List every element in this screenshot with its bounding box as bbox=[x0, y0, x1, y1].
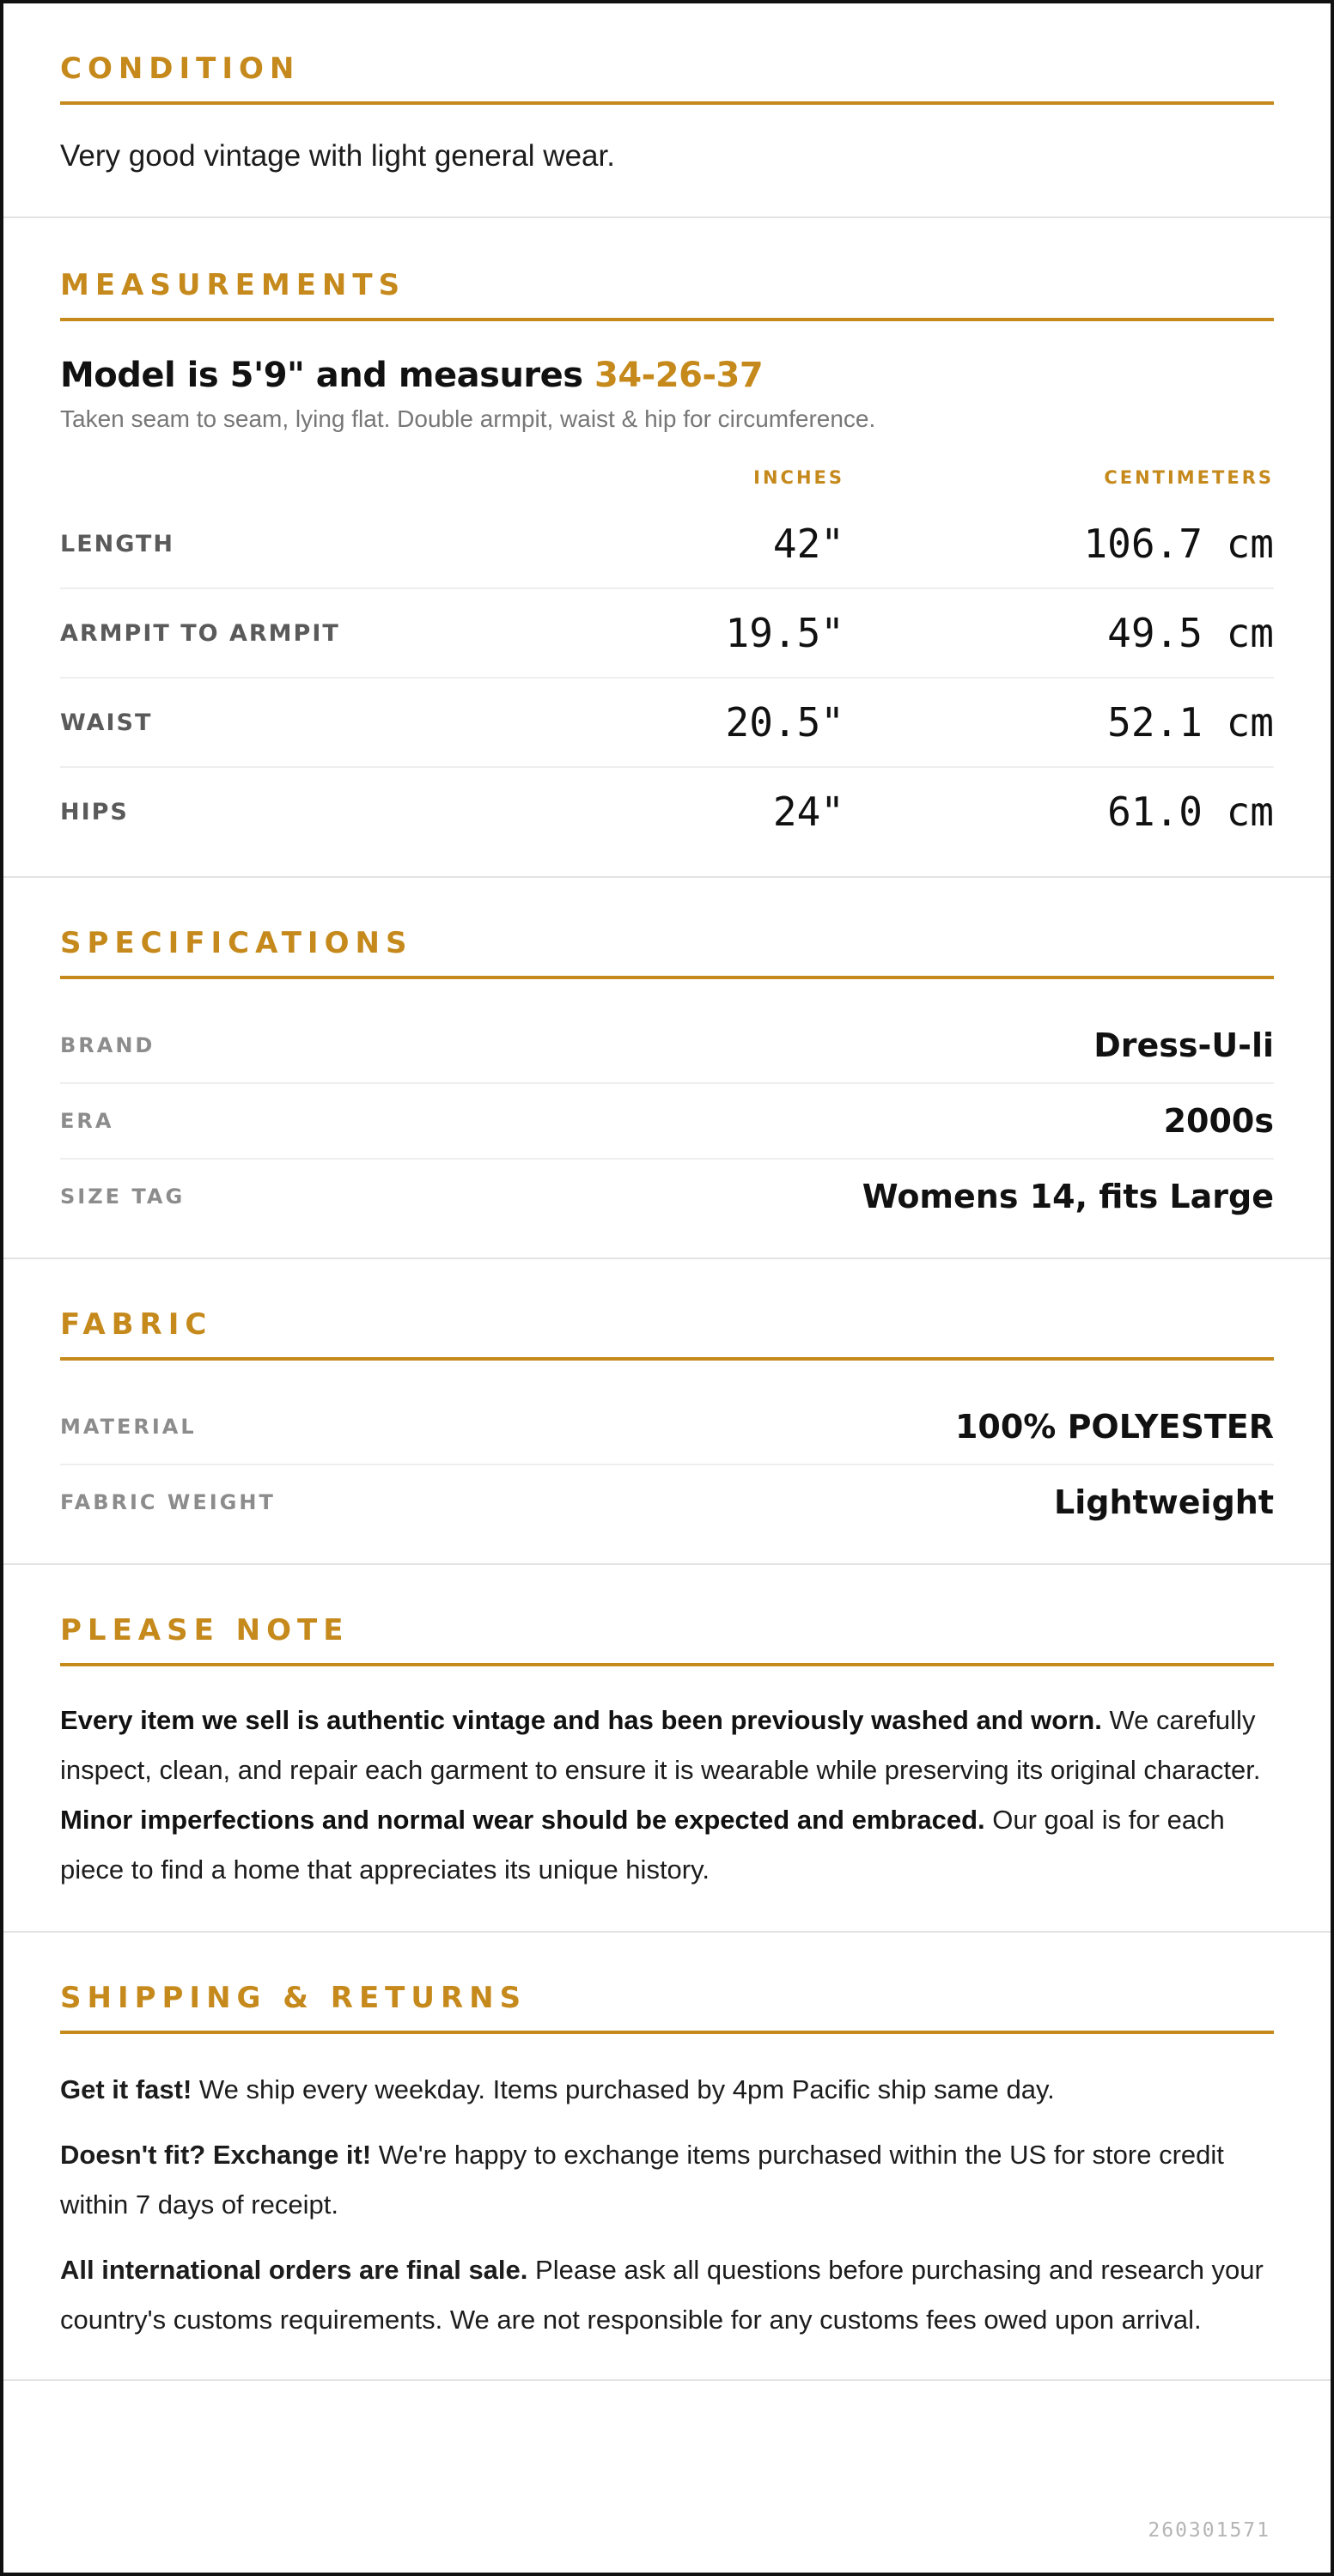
condition-section bbox=[3, 3, 1331, 218]
spec-row-era bbox=[60, 1084, 1274, 1160]
measurement-cm: 61.0 cm bbox=[1107, 789, 1274, 835]
model-measures-value: 34-26-37 bbox=[594, 356, 764, 395]
measurement-row-waist bbox=[60, 679, 1274, 768]
spec-label: FABRIC WEIGHT bbox=[60, 1490, 276, 1514]
specifications-heading: SPECIFICATIONS bbox=[60, 926, 1274, 979]
fabric-list bbox=[60, 1390, 1274, 1539]
shipping-heading: SHIPPING & RETURNS bbox=[60, 1981, 1274, 2034]
measurement-inches: 24" bbox=[772, 789, 844, 835]
spec-value: 2000s bbox=[1163, 1102, 1274, 1140]
note-text-1: We carefully inspect, clean, and repair each garment to ensure it is wearable while preserving its original character. bbox=[60, 1705, 1261, 1785]
fabric-row-weight bbox=[60, 1465, 1274, 1539]
measurement-inches: 19.5" bbox=[725, 610, 844, 656]
note-text-2: Our goal is for each piece to find a home that appreciates its unique history. bbox=[60, 1805, 1225, 1885]
shipping-bold: Get it fast! bbox=[60, 2074, 192, 2104]
shipping-section bbox=[3, 1933, 1331, 2381]
measurement-cm: 106.7 cm bbox=[1083, 521, 1274, 567]
spec-value: Womens 14, fits Large bbox=[862, 1178, 1274, 1215]
centimeters-column-header: CENTIMETERS bbox=[1104, 467, 1274, 488]
shipping-paragraph-exchange bbox=[60, 2130, 1274, 2230]
condition-heading: CONDITION bbox=[60, 52, 1274, 105]
shipping-paragraph-fast bbox=[60, 2065, 1274, 2115]
measurements-table-header bbox=[60, 467, 1274, 500]
specifications-list bbox=[60, 1008, 1274, 1233]
spec-label: SIZE TAG bbox=[60, 1184, 186, 1209]
measurement-cm: 52.1 cm bbox=[1107, 699, 1274, 746]
measurement-method-note: Taken seam to seam, lying flat. Double armpit, waist & hip for circumference. bbox=[60, 405, 876, 432]
shipping-bold: Doesn't fit? Exchange it! bbox=[60, 2140, 372, 2170]
item-id: 260301571 bbox=[1148, 2519, 1270, 2542]
measurement-label: HIPS bbox=[60, 798, 129, 825]
spec-value: Dress-U-li bbox=[1093, 1026, 1274, 1064]
shipping-text: We're happy to exchange items purchased within the US for store credit within 7 days of receipt. bbox=[60, 2140, 1224, 2220]
measurement-inches: 20.5" bbox=[725, 699, 844, 746]
model-measures-prefix: Model is 5'9" and measures bbox=[60, 356, 595, 395]
specifications-section bbox=[3, 878, 1331, 1259]
spec-value: 100% POLYESTER bbox=[954, 1408, 1274, 1446]
inches-column-header: INCHES bbox=[753, 467, 844, 488]
note-bold-2: Minor imperfections and normal wear should be expected and embraced. bbox=[60, 1805, 985, 1835]
spec-row-size-tag bbox=[60, 1160, 1274, 1233]
please-note-heading: PLEASE NOTE bbox=[60, 1613, 1274, 1666]
measurements-heading: MEASUREMENTS bbox=[60, 268, 1274, 321]
fabric-heading: FABRIC bbox=[60, 1307, 1274, 1361]
spec-label: BRAND bbox=[60, 1033, 155, 1057]
fabric-section bbox=[3, 1259, 1331, 1565]
spec-label: ERA bbox=[60, 1109, 114, 1133]
shipping-text: Please ask all questions before purchasing and research your country's customs requirements. We are not responsible for any customs fees owed upon arrival. bbox=[60, 2255, 1264, 2335]
measurement-cm: 49.5 cm bbox=[1107, 610, 1274, 656]
measurement-label: WAIST bbox=[60, 709, 153, 736]
measurement-row-length bbox=[60, 500, 1274, 589]
note-bold-1: Every item we sell is authentic vintage and has been previously washed and worn. bbox=[60, 1705, 1102, 1735]
measurement-label: ARMPIT TO ARMPIT bbox=[60, 619, 340, 647]
fabric-row-material bbox=[60, 1390, 1274, 1465]
spec-row-brand bbox=[60, 1008, 1274, 1084]
measurement-row-armpit bbox=[60, 589, 1274, 679]
shipping-text: We ship every weekday. Items purchased by 4pm Pacific ship same day. bbox=[192, 2074, 1055, 2104]
spec-value: Lightweight bbox=[1054, 1483, 1274, 1521]
spec-label: MATERIAL bbox=[60, 1415, 197, 1439]
measurements-section bbox=[3, 218, 1331, 878]
model-measures-line bbox=[60, 356, 1274, 395]
measurement-row-hips bbox=[60, 768, 1274, 856]
condition-text: Very good vintage with light general wear. bbox=[60, 139, 615, 173]
shipping-paragraph-international bbox=[60, 2245, 1274, 2345]
measurement-inches: 42" bbox=[772, 521, 844, 567]
shipping-paragraphs bbox=[60, 2065, 1274, 2345]
please-note-text bbox=[60, 1696, 1274, 1895]
shipping-bold: All international orders are final sale. bbox=[60, 2255, 528, 2285]
measurements-table bbox=[60, 500, 1274, 856]
please-note-section bbox=[3, 1565, 1331, 1933]
measurement-label: LENGTH bbox=[60, 530, 174, 557]
